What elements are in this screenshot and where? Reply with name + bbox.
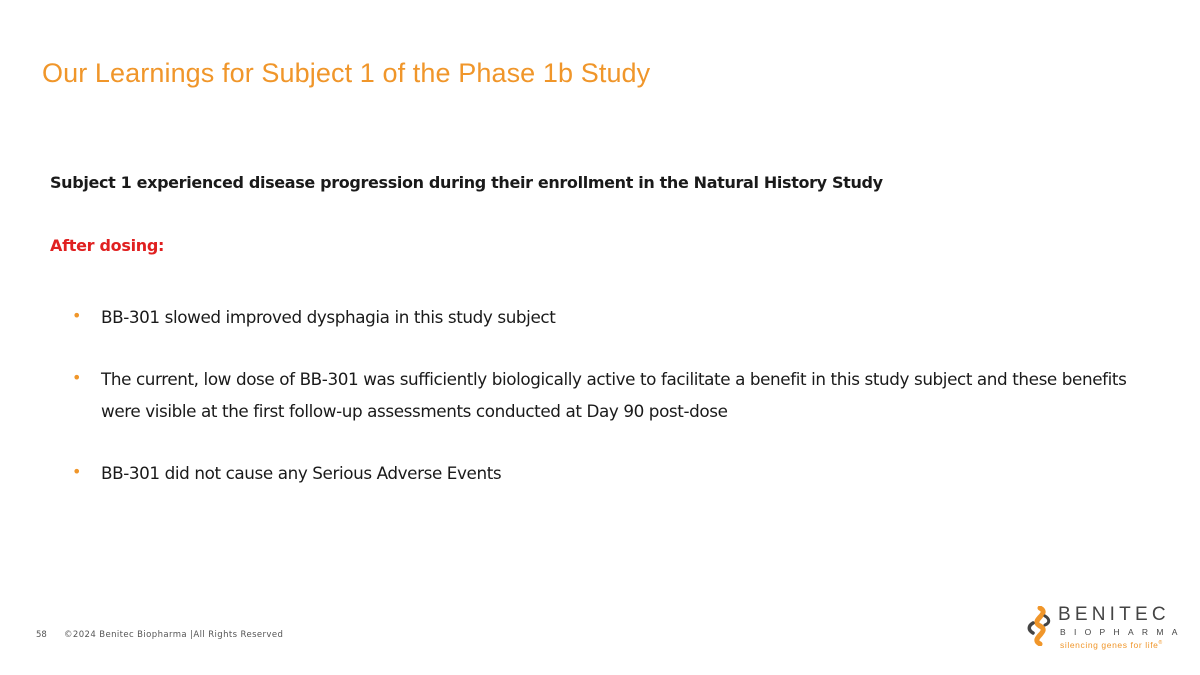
bullet-list: [72, 301, 1152, 489]
bullet-text: BB-301 slowed improved dysphagia in this study subject: [101, 307, 556, 327]
bullet-item: [72, 457, 1152, 489]
page-number: 58: [36, 630, 47, 640]
logo-subtitle: BIOPHARMA: [1060, 627, 1186, 637]
bullet-icon: •: [72, 368, 82, 387]
company-logo: [1024, 604, 1186, 654]
bullet-text: The current, low dose of BB-301 was sufficiently biologically active to facilitate a benefit in this study subject and these benefits were visible at the first follow-up assessments conducted at Day 90 post-dose: [101, 369, 1127, 421]
benitec-helix-icon: [1024, 606, 1054, 646]
bullet-text: BB-301 did not cause any Serious Adverse Events: [101, 463, 502, 483]
logo-tagline-text: silencing genes for life: [1060, 640, 1159, 650]
logo-tagline: [1060, 640, 1163, 650]
section-heading: After dosing:: [50, 236, 165, 255]
lead-statement: Subject 1 experienced disease progression during their enrollment in the Natural History Study: [50, 173, 883, 192]
bullet-item: [72, 301, 1152, 333]
bullet-item: [72, 363, 1152, 427]
slide-title: Our Learnings for Subject 1 of the Phase 1b Study: [42, 58, 651, 88]
logo-name: BENITEC: [1058, 604, 1170, 625]
copyright-notice: ©2024 Benitec Biopharma |All Rights Reserved: [64, 630, 284, 640]
bullet-icon: •: [72, 462, 82, 481]
bullet-icon: •: [72, 306, 82, 325]
registered-mark: ®: [1158, 640, 1163, 647]
